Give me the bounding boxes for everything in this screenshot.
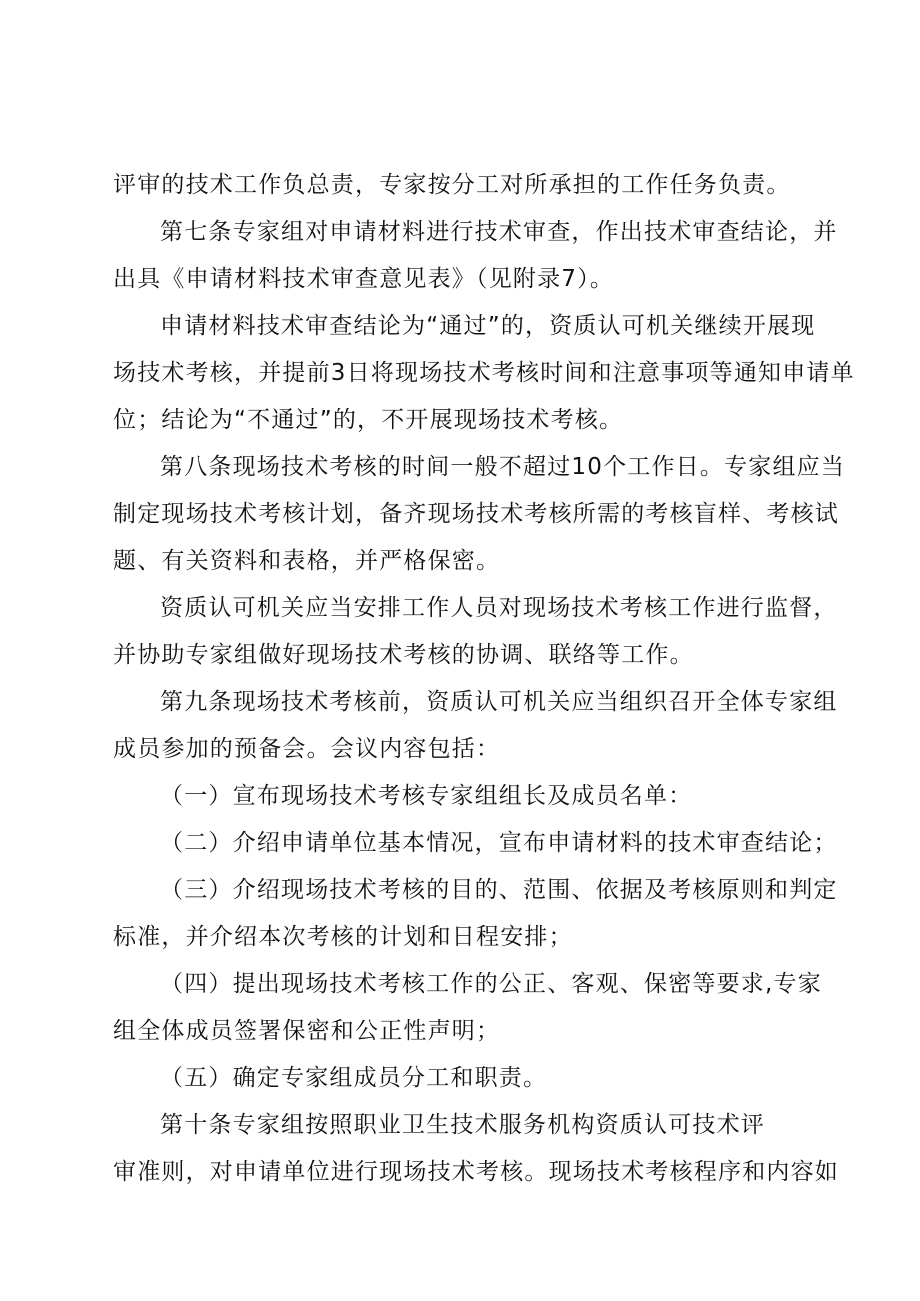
text-line: （二）介绍申请单位基本情况，宣布申请材料的技术审查结论； xyxy=(160,830,838,856)
text-line: 组全体成员签署保密和公正性声明； xyxy=(113,1018,501,1044)
text-line: （三）介绍现场技术考核的目的、范围、依据及考核原则和判定 xyxy=(160,877,838,903)
text-line: 并协助专家组做好现场技术考核的协调、联络等工作。 xyxy=(113,642,694,668)
text-line: 第八条现场技术考核的时间一般不超过10个工作日。专家组应当 xyxy=(160,454,846,480)
text-line: 申请材料技术审查结论为“通过”的，资质认可机关继续开展现 xyxy=(160,313,816,339)
text-line: （四）提出现场技术考核工作的公正、客观、保密等要求,专家 xyxy=(160,971,822,997)
text-line: 成员参加的预备会。会议内容包括： xyxy=(113,736,501,762)
text-line: 审准则，对申请单位进行现场技术考核。现场技术考核程序和内容如 xyxy=(113,1159,839,1185)
text-line: 第十条专家组按照职业卫生技术服务机构资质认可技术评 xyxy=(160,1112,765,1138)
text-line: 第九条现场技术考核前，资质认可机关应当组织召开全体专家组 xyxy=(160,689,838,715)
text-line: 制定现场技术考核计划，备齐现场技术考核所需的考核盲样、考核试 xyxy=(113,501,839,527)
text-line: （五）确定专家组成员分工和职责。 xyxy=(160,1065,548,1091)
text-line: 出具《申请材料技术审查意见表》（见附录7）。 xyxy=(113,266,615,292)
text-line: 评审的技术工作负总责，专家按分工对所承担的工作任务负责。 xyxy=(113,172,791,198)
text-line: 标准，并介绍本次考核的计划和日程安排； xyxy=(113,924,573,950)
text-line: 场技术考核，并提前3日将现场技术考核时间和注意事项等通知申请单 xyxy=(113,360,855,386)
text-line: 题、有关资料和表格，并严格保密。 xyxy=(113,548,501,574)
text-line: 位；结论为“不通过”的，不开展现场技术考核。 xyxy=(113,407,624,433)
text-line: 第七条专家组对申请材料进行技术审查，作出技术审查结论，并 xyxy=(160,219,838,245)
text-line: （一）宣布现场技术考核专家组组长及成员名单： xyxy=(160,783,693,809)
text-line: 资质认可机关应当安排工作人员对现场技术考核工作进行监督， xyxy=(160,595,838,621)
